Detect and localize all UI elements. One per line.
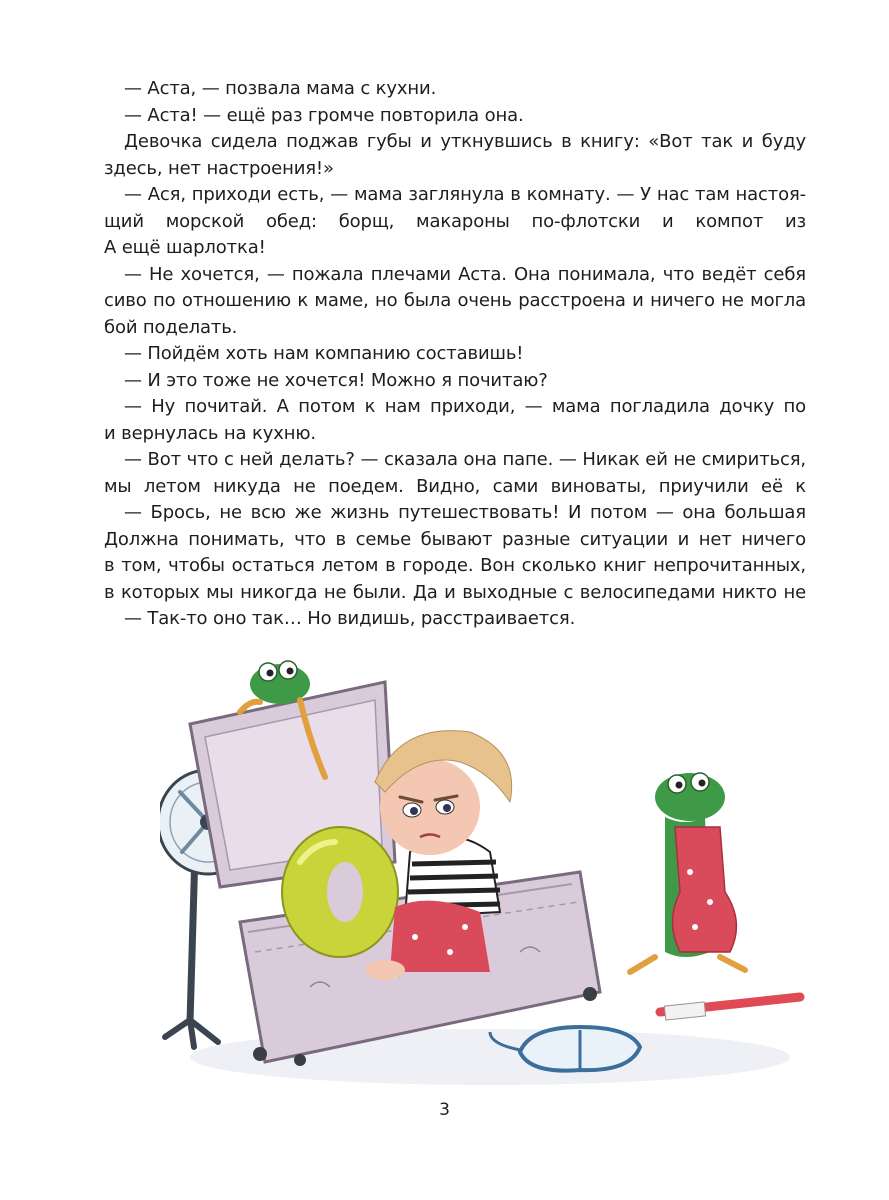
girl-in-suitcase-illustration — [160, 652, 820, 1094]
text-line: — Пойдём хоть нам компанию составишь! — [124, 343, 524, 364]
text-line: — Аста! — ещё раз громче повторила она. — [124, 104, 524, 126]
story-text — [104, 76, 806, 633]
text-line: — Так-то оно так… Но видишь, расстраивается. — [124, 608, 576, 629]
text-line: Девочка сидела поджав губы и уткнувшись в книгу: «Вот так и буду — [124, 131, 806, 152]
text-line: сиво по отношению к маме, но была очень расстроена и ничего не могла — [104, 290, 806, 311]
text-line: и вернулась на кухню. — [104, 422, 316, 444]
text-line: в том, чтобы остаться летом в городе. Вон сколько книг непрочитанных, — [104, 555, 806, 576]
text-line: — Брось, не всю же жизнь путешествовать! И потом — она большая — [124, 502, 806, 523]
text-line: — Не хочется, — пожала плечами Аста. Она понимала, что ведёт себя — [124, 263, 806, 285]
text-line: — Аста, — позвала мама с кухни. — [124, 78, 437, 99]
text-line: — Ася, приходи есть, — мама заглянула в комнату. — У нас там настоя- — [124, 184, 806, 205]
text-line: А ещё шарлотка! — [104, 237, 266, 258]
text-line: — Вот что с ней делать? — сказала она папе. — Никак ей не смириться, — [124, 449, 806, 470]
snorkel-icon — [660, 997, 800, 1020]
page-number: 3 — [439, 1100, 450, 1120]
text-line: — И это тоже не хочется! Можно я почитаю? — [124, 369, 548, 391]
text-line: здесь, нет настроения!» — [104, 157, 334, 179]
text-line: мы летом никуда не поедем. Видно, сами виноваты, приучили её к — [104, 475, 806, 497]
text-line: щий морской обед: борщ, макароны по-флотски и компот из — [104, 210, 806, 232]
text-line: бой поделать. — [104, 316, 238, 338]
frog-with-swimsuit-icon — [630, 773, 745, 972]
text-line: Должна понимать, что в семье бывают разные ситуации и нет ничего — [104, 528, 806, 550]
text-line: в которых мы никогда не были. Да и выходные с велосипедами никто не — [104, 581, 806, 603]
swim-ring-icon — [282, 827, 398, 957]
text-line: — Ну почитай. А потом к нам приходи, — мама погладила дочку по — [124, 396, 806, 417]
